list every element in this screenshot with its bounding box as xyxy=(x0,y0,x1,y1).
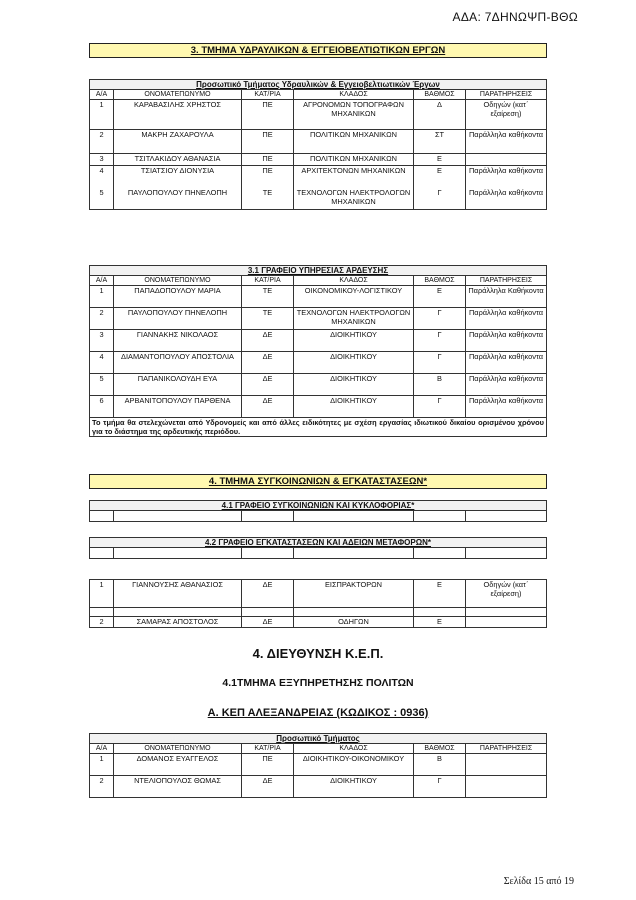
cell-branch: ΟΔΗΓΩΝ xyxy=(294,617,414,628)
cell-notes: Παράλληλα καθήκοντα xyxy=(466,330,547,352)
cell-name: ΓΙΑΝΝΟΥΣΗΣ ΑΘΑΝΑΣΙΟΣ xyxy=(114,580,242,608)
cell-name: ΔΙΑΜΑΝΤΟΠΟΥΛΟΥ ΑΠΟΣΤΟΛΙΑ xyxy=(114,352,242,374)
cell-name: ΔΟΜΑΝΟΣ ΕΥΑΓΓΕΛΟΣ xyxy=(114,754,242,776)
section42-table xyxy=(89,537,547,559)
section41-caption: 4.1 ΓΡΑΦΕΙΟ ΣΥΓΚΟΙΝΩΝΙΩΝ ΚΑΙ ΚΥΚΛΟΦΟΡΙΑΣ* xyxy=(90,501,547,511)
table-row xyxy=(90,396,547,418)
table-row xyxy=(90,776,547,798)
cell-grade: Β xyxy=(414,374,466,396)
col-header: ΠΑΡΑΤΗΡΗΣΕΙΣ xyxy=(466,90,547,100)
cell-notes: Παράλληλα Καθήκοντα xyxy=(466,286,547,308)
department-title: 4.1ΤΜΗΜΑ ΕΞΥΠΗΡΕΤΗΣΗΣ ΠΟΛΙΤΩΝ xyxy=(222,677,414,689)
cell-aa: 5 xyxy=(90,188,114,210)
cell-branch: ΠΟΛΙΤΙΚΩΝ ΜΗΧΑΝΙΚΩΝ xyxy=(294,130,414,154)
col-header: ΟΝΟΜΑΤΕΠΩΝΥΜΟ xyxy=(114,90,242,100)
cell-grade: Ε xyxy=(414,286,466,308)
cell-aa: 2 xyxy=(90,308,114,330)
cell-notes xyxy=(466,776,547,798)
col-header: Α/Α xyxy=(90,276,114,286)
table-row xyxy=(90,154,547,166)
table-row xyxy=(90,286,547,308)
cell-notes xyxy=(466,617,547,628)
col-header: ΚΛΑΔΟΣ xyxy=(294,744,414,754)
table-row xyxy=(90,308,547,330)
cell-grade: Γ xyxy=(414,330,466,352)
cell-notes: Παράλληλα καθήκοντα xyxy=(466,308,547,330)
cell-name: ΓΙΑΝΝΑΚΗΣ ΝΙΚΟΛΑΟΣ xyxy=(114,330,242,352)
table-row xyxy=(90,100,547,130)
table-row xyxy=(90,580,547,608)
cell-branch: ΤΕΧΝΟΛΟΓΩΝ ΗΛΕΚΤΡΟΛΟΓΩΝ ΜΗΧΑΝΙΚΩΝ xyxy=(294,188,414,210)
col-header: ΚΑΤ/ΡΙΑ xyxy=(242,744,294,754)
section3-table xyxy=(89,79,547,210)
table-row xyxy=(90,352,547,374)
cell-aa: 1 xyxy=(90,100,114,130)
section4-title: 4. ΤΜΗΜΑ ΣΥΓΚΟΙΝΩΝΙΩΝ & ΕΓΚΑΤΑΣΤΑΣΕΩΝ* xyxy=(89,474,547,489)
cell-branch: ΔΙΟΙΚΗΤΙΚΟΥ xyxy=(294,374,414,396)
cell-grade: Δ xyxy=(414,100,466,130)
col-header: ΟΝΟΜΑΤΕΠΩΝΥΜΟ xyxy=(114,744,242,754)
cell-cat: ΠΕ xyxy=(242,130,294,154)
cell-cat: ΔΕ xyxy=(242,396,294,418)
table-row xyxy=(90,374,547,396)
cell-grade: Ε xyxy=(414,617,466,628)
cell-name: ΤΣΙΑΤΣΙΟΥ ΔΙΟΝΥΣΙΑ xyxy=(114,166,242,188)
cell-grade: Γ xyxy=(414,308,466,330)
cell-notes: Παράλληλα καθήκοντα xyxy=(466,352,547,374)
cell-name: ΚΑΡΑΒΑΣΙΛΗΣ ΧΡΗΣΤΟΣ xyxy=(114,100,242,130)
cell-grade: Γ xyxy=(414,188,466,210)
section4-staff-table xyxy=(89,579,547,628)
cell-branch: ΤΕΧΝΟΛΟΓΩΝ ΗΛΕΚΤΡΟΛΟΓΩΝ ΜΗΧΑΝΙΚΩΝ xyxy=(294,308,414,330)
cell-notes: Οδηγών (κατ΄ εξαίρεση) xyxy=(466,100,547,130)
col-header: ΒΑΘΜΟΣ xyxy=(414,276,466,286)
table-row xyxy=(90,754,547,776)
col-header: Α/Α xyxy=(90,744,114,754)
cell-aa: 2 xyxy=(90,776,114,798)
table-row xyxy=(90,330,547,352)
cell-branch: ΔΙΟΙΚΗΤΙΚΟΥ xyxy=(294,396,414,418)
cell-branch: ΠΟΛΙΤΙΚΩΝ ΜΗΧΑΝΙΚΩΝ xyxy=(294,154,414,166)
cell-notes: Παράλληλα καθήκοντα xyxy=(466,374,547,396)
cell-cat: ΔΕ xyxy=(242,352,294,374)
cell-grade: Γ xyxy=(414,396,466,418)
cell-name: ΝΤΕΛΙΟΠΟΥΛΟΣ ΘΩΜΑΣ xyxy=(114,776,242,798)
cell-notes: Παράλληλα καθήκοντα xyxy=(466,130,547,154)
page-number: Σελίδα 15 από 19 xyxy=(503,876,574,887)
col-header: ΚΛΑΔΟΣ xyxy=(294,90,414,100)
cell-aa: 2 xyxy=(90,130,114,154)
cell-branch: ΟΙΚΟΝΟΜΙΚΟΥ-ΛΟΓΙΣΤΙΚΟΥ xyxy=(294,286,414,308)
cell-name: ΣΑΜΑΡΑΣ ΑΠΟΣΤΟΛΟΣ xyxy=(114,617,242,628)
cell-notes: Οδηγών (κατ΄ εξαίρεση) xyxy=(466,580,547,608)
cell-cat: ΤΕ xyxy=(242,286,294,308)
cell-cat: ΤΕ xyxy=(242,308,294,330)
cell-notes xyxy=(466,154,547,166)
col-header: ΚΑΤ/ΡΙΑ xyxy=(242,276,294,286)
cell-name: ΠΑΠΑΔΟΠΟΥΛΟΥ ΜΑΡΙΑ xyxy=(114,286,242,308)
col-header: Α/Α xyxy=(90,90,114,100)
cell-aa: 3 xyxy=(90,330,114,352)
cell-aa: 3 xyxy=(90,154,114,166)
col-header: ΒΑΘΜΟΣ xyxy=(414,744,466,754)
col-header: ΚΛΑΔΟΣ xyxy=(294,276,414,286)
cell-branch: ΑΡΧΙΤΕΚΤΟΝΩΝ ΜΗΧΑΝΙΚΩΝ xyxy=(294,166,414,188)
cell-aa: 1 xyxy=(90,580,114,608)
col-header: ΟΝΟΜΑΤΕΠΩΝΥΜΟ xyxy=(114,276,242,286)
table-row xyxy=(90,130,547,154)
cell-branch: ΔΙΟΙΚΗΤΙΚΟΥ xyxy=(294,776,414,798)
cell-notes: Παράλληλα καθήκοντα xyxy=(466,188,547,210)
cell-notes: Παράλληλα καθήκοντα xyxy=(466,166,547,188)
cell-grade: Ε xyxy=(414,580,466,608)
cell-notes: Παράλληλα καθήκοντα xyxy=(466,396,547,418)
cell-branch: ΕΙΣΠΡΑΚΤΟΡΩΝ xyxy=(294,580,414,608)
cell-grade: Γ xyxy=(414,352,466,374)
ada-code: ΑΔΑ: 7ΔΗΝΩΨΠ-ΒΘΩ xyxy=(452,10,578,24)
cell-name: ΠΑΥΛΟΠΟΥΛΟΥ ΠΗΝΕΛΟΠΗ xyxy=(114,308,242,330)
cell-cat: ΠΕ xyxy=(242,100,294,130)
section3-caption: Προσωπικό Τμήματος Υδραυλικών & Εγγειοβελτιωτικών Έργων xyxy=(90,80,547,90)
col-header: ΒΑΘΜΟΣ xyxy=(414,90,466,100)
cell-cat: ΔΕ xyxy=(242,374,294,396)
table-row xyxy=(90,617,547,628)
cell-name: ΠΑΠΑΝΙΚΟΛΟΥΔΗ ΕΥΑ xyxy=(114,374,242,396)
section3-title: 3. ΤΜΗΜΑ ΥΔΡΑΥΛΙΚΩΝ & ΕΓΓΕΙΟΒΕΛΤΙΩΤΙΚΩΝ ΕΡΓΩΝ xyxy=(89,43,547,58)
cell-aa: 5 xyxy=(90,374,114,396)
cell-grade: Ε xyxy=(414,166,466,188)
cell-cat: ΔΕ xyxy=(242,580,294,608)
cell-aa: 2 xyxy=(90,617,114,628)
table-row xyxy=(90,188,547,210)
cell-aa: 4 xyxy=(90,166,114,188)
section31-caption: 3.1 ΓΡΑΦΕΙΟ ΥΠΗΡΕΣΙΑΣ ΑΡΔΕΥΣΗΣ xyxy=(90,266,547,276)
col-header: ΚΑΤ/ΡΙΑ xyxy=(242,90,294,100)
cell-cat: ΔΕ xyxy=(242,617,294,628)
kep-title: Α. ΚΕΠ ΑΛΕΞΑΝΔΡΕΙΑΣ (ΚΩΔΙΚΟΣ : 0936) xyxy=(207,707,429,719)
cell-grade: Ε xyxy=(414,154,466,166)
cell-aa: 4 xyxy=(90,352,114,374)
cell-cat: ΠΕ xyxy=(242,754,294,776)
cell-name: ΜΑΚΡΗ ΖΑΧΑΡΟΥΛΑ xyxy=(114,130,242,154)
section41-table xyxy=(89,500,547,522)
cell-branch: ΔΙΟΙΚΗΤΙΚΟΥ xyxy=(294,352,414,374)
cell-name: ΑΡΒΑΝΙΤΟΠΟΥΛΟΥ ΠΑΡΘΕΝΑ xyxy=(114,396,242,418)
cell-name: ΤΣΙΤΛΑΚΙΔΟΥ ΑΘΑΝΑΣΙΑ xyxy=(114,154,242,166)
col-header: ΠΑΡΑΤΗΡΗΣΕΙΣ xyxy=(466,744,547,754)
cell-cat: ΤΕ xyxy=(242,188,294,210)
cell-notes xyxy=(466,754,547,776)
cell-branch: ΔΙΟΙΚΗΤΙΚΟΥ xyxy=(294,330,414,352)
directorate-title: 4. ΔΙΕΥΘΥΝΣΗ Κ.Ε.Π. xyxy=(252,646,384,661)
cell-grade: Γ xyxy=(414,776,466,798)
kep-table xyxy=(89,733,547,798)
cell-branch: ΑΓΡΟΝΟΜΩΝ ΤΟΠΟΓΡΑΦΩΝ ΜΗΧΑΝΙΚΩΝ xyxy=(294,100,414,130)
cell-cat: ΔΕ xyxy=(242,776,294,798)
cell-grade: ΣΤ xyxy=(414,130,466,154)
col-header: ΠΑΡΑΤΗΡΗΣΕΙΣ xyxy=(466,276,547,286)
kep-caption: Προσωπικό Τμήματος xyxy=(90,734,547,744)
table-row xyxy=(90,166,547,188)
section42-caption: 4.2 ΓΡΑΦΕΙΟ ΕΓΚΑΤΑΣΤΑΣΕΩΝ ΚΑΙ ΑΔΕΙΩΝ ΜΕΤΑΦΟΡΩΝ* xyxy=(90,538,547,548)
section31-table xyxy=(89,265,547,437)
cell-aa: 1 xyxy=(90,754,114,776)
cell-aa: 6 xyxy=(90,396,114,418)
cell-cat: ΔΕ xyxy=(242,330,294,352)
cell-grade: Β xyxy=(414,754,466,776)
cell-name: ΠΑΥΛΟΠΟΥΛΟΥ ΠΗΝΕΛΟΠΗ xyxy=(114,188,242,210)
cell-cat: ΠΕ xyxy=(242,154,294,166)
cell-cat: ΠΕ xyxy=(242,166,294,188)
cell-branch: ΔΙΟΙΚΗΤΙΚΟΥ-ΟΙΚΟΝΟΜΙΚΟΥ xyxy=(294,754,414,776)
section31-note: Το τμήμα θα στελεχώνεται από Υδρονομείς και από άλλες ειδικότητες με σχέση εργασίας ιδιωτικού δικαίου ορισμένου χρόνου για το διάστημα της αρδευτικής περιόδου. xyxy=(90,418,547,437)
cell-aa: 1 xyxy=(90,286,114,308)
